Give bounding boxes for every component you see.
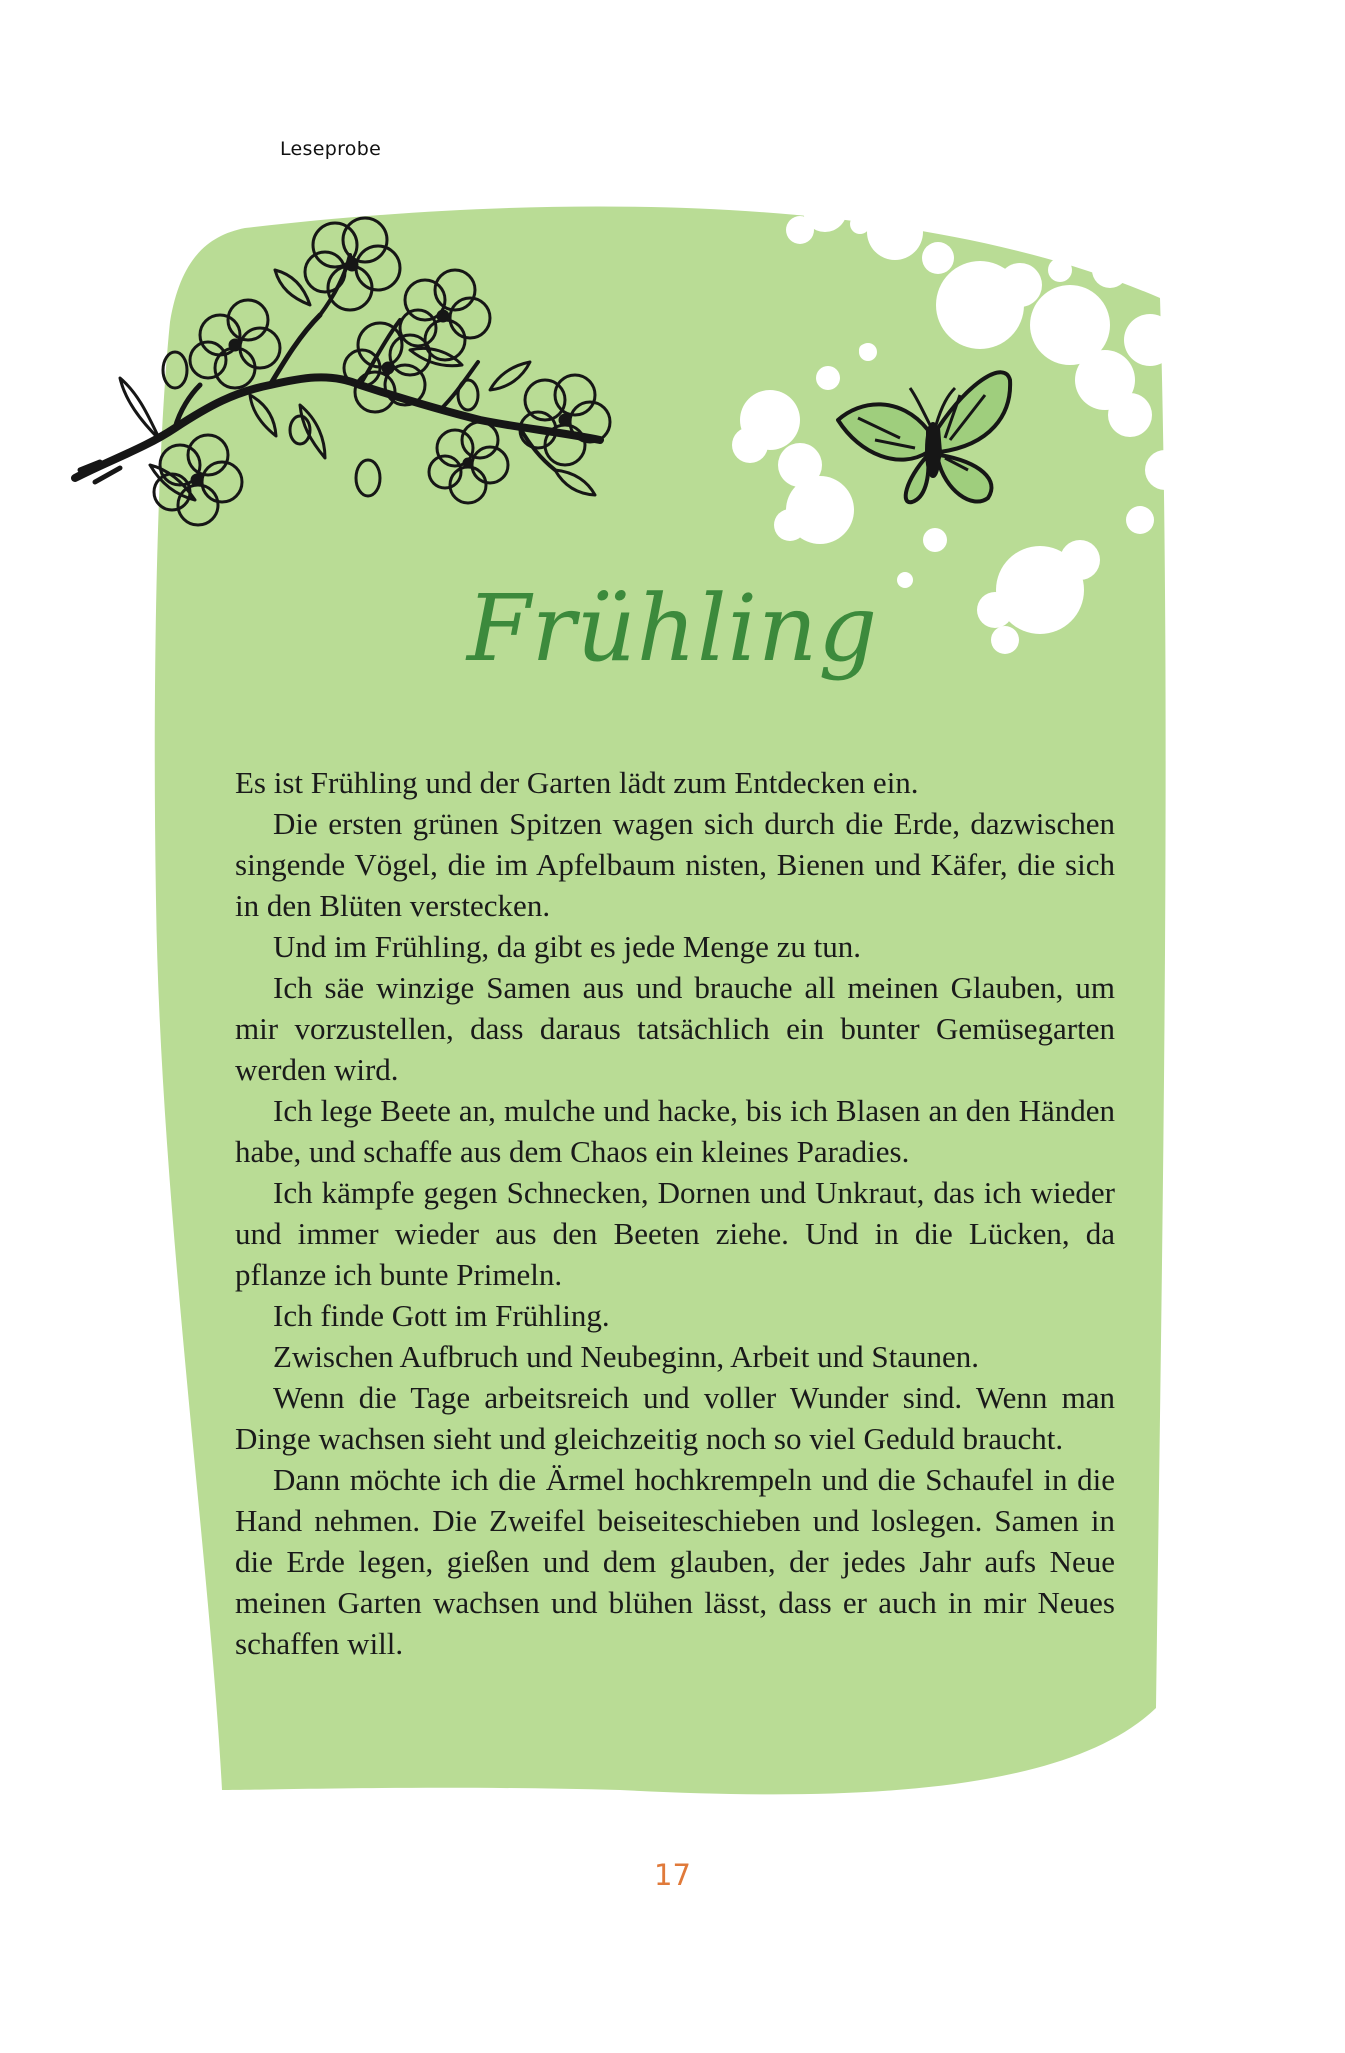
paragraph: Wenn die Tage arbeitsreich und voller Wunder sind. Wenn man Dinge wachsen sieht und gleichzeitig noch so viel Geduld braucht. [235, 1380, 1115, 1456]
paragraph: Ich säe winzige Samen aus und brauche all meinen Glauben, um mir vorzustellen, dass daraus tatsächlich ein bunter Gemüsegarten werden wird. [235, 970, 1115, 1087]
paragraph: Es ist Frühling und der Garten lädt zum Entdecken ein. [235, 765, 919, 800]
chapter-title: Frühling [466, 575, 879, 682]
paragraph: Ich kämpfe gegen Schnecken, Dornen und Unkraut, das ich wieder und immer wieder aus den Beeten ziehe. Und in die Lücken, da pflanze ich bunte Primeln. [235, 1175, 1115, 1292]
paragraph: Zwischen Aufbruch und Neubeginn, Arbeit und Staunen. [273, 1339, 979, 1374]
page-number: 17 [654, 1858, 691, 1892]
paragraph: Und im Frühling, da gibt es jede Menge zu tun. [273, 929, 862, 964]
paragraph: Die ersten grünen Spitzen wagen sich durch die Erde, dazwischen singende Vögel, die im Apfelbaum nisten, Bienen und Käfer, die sich in den Blüten verstecken. [235, 806, 1115, 923]
leseprobe-label: Leseprobe [280, 138, 382, 160]
paragraph: Ich finde Gott im Frühling. [273, 1298, 610, 1333]
paragraph: Ich lege Beete an, mulche und hacke, bis ich Blasen an den Händen habe, und schaffe aus dem Chaos ein kleines Paradies. [235, 1093, 1115, 1169]
paragraph: Dann möchte ich die Ärmel hochkrempeln und die Schaufel in die Hand nehmen. Die Zweifel beiseiteschieben und loslegen. Samen in die Erde legen, gießen und dem glauben, der jedes Jahr aufs Neue meinen Garten wachsen und blühen lässt, dass er auch in mir Neues schaffen will. [235, 1462, 1115, 1661]
body-text [235, 762, 1115, 1664]
